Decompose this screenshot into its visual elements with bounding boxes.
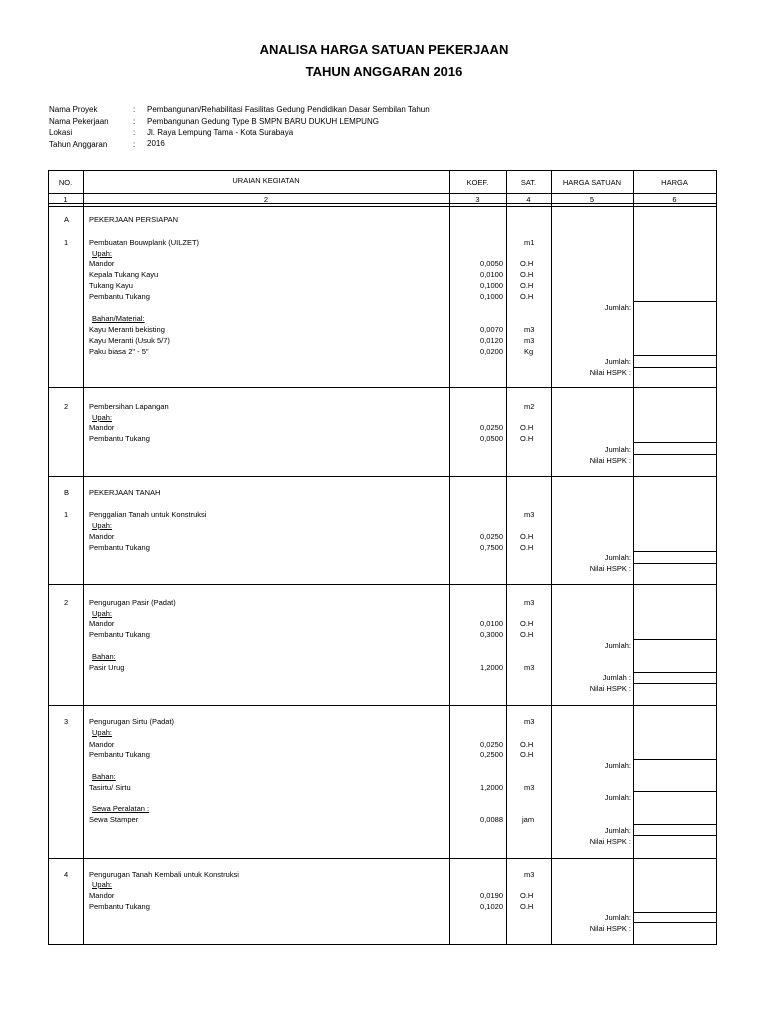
colnum: 3 xyxy=(475,195,480,204)
row-koef: 0,2500 xyxy=(480,750,503,759)
jumlah-label: Jumlah : xyxy=(602,673,631,682)
row-sat: O.H xyxy=(520,543,534,552)
info-label-tahun: Tahun Anggaran xyxy=(49,140,108,149)
item-divider xyxy=(48,584,716,585)
group-label-bahan: Bahan: xyxy=(92,772,116,781)
row-name: Kayu Meranti bekisting xyxy=(89,325,165,334)
row-name: Mandor xyxy=(89,259,115,268)
row-sat: m3 xyxy=(524,783,535,792)
info-value-proyek: Pembangunan/Rehabilitasi Fasilitas Gedung Pendidikan Dasar Sembilan Tahun xyxy=(147,105,430,114)
row-koef: 1,2000 xyxy=(480,663,503,672)
item-name: Pembuatan Bouwplank (UILZET) xyxy=(89,238,200,247)
jumlah-label: Jumlah: xyxy=(604,761,631,770)
body-col-line xyxy=(633,206,634,944)
sum-line xyxy=(633,442,716,443)
row-sat: O.H xyxy=(520,891,534,900)
row-name: Mandor xyxy=(89,532,115,541)
colnum: 5 xyxy=(589,195,595,204)
item-divider xyxy=(48,858,716,859)
jumlah-label: Jumlah: xyxy=(604,357,631,366)
item-no: 2 xyxy=(64,598,69,607)
item-name: Pengurugan Tanah Kembali untuk Konstruksi xyxy=(89,870,239,879)
row-name: Mandor xyxy=(89,891,115,900)
item-divider xyxy=(48,476,716,477)
jumlah-label: Jumlah: xyxy=(604,641,631,650)
colnum-divider-double xyxy=(48,206,716,207)
colnum: 1 xyxy=(63,195,68,204)
sum-line xyxy=(633,759,716,760)
sum-line xyxy=(633,355,716,356)
row-name: Pembantu Tukang xyxy=(89,292,150,301)
row-sat: O.H xyxy=(520,292,534,301)
page-title: ANALISA HARGA SATUAN PEKERJAAN xyxy=(259,42,509,57)
group-label-sewa: Sewa Peralatan : xyxy=(92,804,150,813)
row-name: Pembantu Tukang xyxy=(89,434,150,443)
nilai-hspk-label: Nilai HSPK : xyxy=(589,456,631,465)
item-unit: m3 xyxy=(524,598,535,607)
row-sat: O.H xyxy=(520,619,534,628)
info-colon: : xyxy=(133,117,136,126)
row-koef: 0,0250 xyxy=(480,740,503,749)
item-unit: m3 xyxy=(524,510,535,519)
row-name: Kepala Tukang Kayu xyxy=(89,270,159,279)
sum-line xyxy=(633,683,716,684)
header-divider xyxy=(48,193,716,194)
row-sat: O.H xyxy=(520,434,534,443)
row-name: Pembantu Tukang xyxy=(89,543,150,552)
sum-line xyxy=(633,639,716,640)
item-no: 1 xyxy=(64,238,69,247)
row-koef: 0,0070 xyxy=(480,325,503,334)
row-sat: O.H xyxy=(520,740,534,749)
row-sat: O.H xyxy=(520,270,534,279)
sum-line xyxy=(633,912,716,913)
group-label-upah: Upah: xyxy=(92,521,113,530)
body-col-line xyxy=(449,206,450,944)
row-name: Kayu Meranti (Usuk 5/7) xyxy=(89,336,170,345)
info-colon: : xyxy=(133,140,136,149)
row-sat: m3 xyxy=(524,336,535,345)
sum-line xyxy=(633,301,716,302)
row-sat: O.H xyxy=(520,423,534,432)
table-border-bottom xyxy=(48,944,716,945)
item-name: Penggalian Tanah untuk Konstruksi xyxy=(89,510,207,519)
item-unit: m1 xyxy=(524,238,535,247)
jumlah-label: Jumlah: xyxy=(604,913,631,922)
row-koef: 0,0100 xyxy=(480,270,503,279)
row-koef: 0,0190 xyxy=(480,891,503,900)
header-koef: KOEF. xyxy=(466,178,489,187)
row-koef: 0,0088 xyxy=(480,815,503,824)
sum-line xyxy=(633,835,716,836)
sum-line xyxy=(633,367,716,368)
group-label-upah: Upah: xyxy=(92,249,113,258)
row-name: Mandor xyxy=(89,740,115,749)
colnum: 4 xyxy=(526,195,531,204)
group-label-upah: Upah: xyxy=(92,880,113,889)
group-label-upah: Upah: xyxy=(92,413,113,422)
section-title: PEKERJAAN TANAH xyxy=(89,488,161,497)
info-label-pekerjaan: Nama Pekerjaan xyxy=(49,117,109,126)
jumlah-label: Jumlah: xyxy=(604,445,631,454)
info-colon: : xyxy=(133,105,136,114)
info-colon: : xyxy=(133,128,136,137)
sum-line xyxy=(633,922,716,923)
sum-line xyxy=(633,824,716,825)
item-no: 2 xyxy=(64,402,69,411)
header-sat: SAT. xyxy=(520,178,537,187)
sum-line xyxy=(633,551,716,552)
info-value-pekerjaan: Pembangunan Gedung Type B SMPN BARU DUKUH LEMPUNG xyxy=(147,117,379,126)
row-name: Sewa Stamper xyxy=(89,815,139,824)
info-label-lokasi: Lokasi xyxy=(49,128,73,137)
header-harga: HARGA xyxy=(661,178,688,187)
item-name: Pengurugan Pasir (Padat) xyxy=(89,598,176,607)
row-koef: 0,0100 xyxy=(480,619,503,628)
row-sat: jam xyxy=(522,815,535,824)
row-sat: O.H xyxy=(520,259,534,268)
row-koef: 0,1000 xyxy=(480,292,503,301)
item-divider xyxy=(48,705,716,706)
section-no: B xyxy=(64,488,70,497)
group-label-upah: Upah: xyxy=(92,609,113,618)
item-unit: m3 xyxy=(524,870,535,879)
item-name: Pengurugan Sirtu (Padat) xyxy=(89,717,175,726)
header-no: NO. xyxy=(58,178,73,187)
body-col-line xyxy=(506,206,507,944)
item-no: 4 xyxy=(64,870,69,879)
item-no: 3 xyxy=(64,717,69,726)
sum-line xyxy=(633,563,716,564)
group-label-bahan: Bahan: xyxy=(92,652,116,661)
table-border-top xyxy=(48,170,716,171)
jumlah-label: Jumlah: xyxy=(604,793,631,802)
header-harga-satuan: HARGA SATUAN xyxy=(562,178,622,187)
row-sat: O.H xyxy=(520,750,534,759)
nilai-hspk-label: Nilai HSPK : xyxy=(589,924,631,933)
row-name: Mandor xyxy=(89,423,115,432)
colnum: 6 xyxy=(672,195,677,204)
row-name: Tasirtu/ Sirtu xyxy=(89,783,131,792)
row-koef: 0,7500 xyxy=(480,543,503,552)
item-divider xyxy=(48,387,716,388)
row-sat: O.H xyxy=(520,281,534,290)
table-border-left xyxy=(48,170,49,945)
row-name: Pembantu Tukang xyxy=(89,902,150,911)
row-name: Mandor xyxy=(89,619,115,628)
item-unit: m2 xyxy=(524,402,535,411)
sum-line xyxy=(633,791,716,792)
row-koef: 0,0050 xyxy=(480,259,503,268)
row-koef: 1,2000 xyxy=(480,783,503,792)
info-value-lokasi: Jl. Raya Lempung Tama - Kota Surabaya xyxy=(147,128,294,137)
row-sat: O.H xyxy=(520,630,534,639)
info-value-tahun: 2016 xyxy=(147,139,165,148)
row-sat: Kg xyxy=(524,347,534,356)
row-koef: 0,1000 xyxy=(480,281,503,290)
row-koef: 0,0500 xyxy=(480,434,503,443)
jumlah-label: Jumlah: xyxy=(604,303,631,312)
colnum: 2 xyxy=(263,195,269,204)
row-name: Tukang Kayu xyxy=(89,281,133,290)
row-koef: 0,0120 xyxy=(480,336,503,345)
info-label-proyek: Nama Proyek xyxy=(49,105,98,114)
section-no: A xyxy=(64,215,70,224)
header-uraian: URAIAN KEGIATAN xyxy=(232,176,300,185)
sum-line xyxy=(633,454,716,455)
row-name: Pembantu Tukang xyxy=(89,750,150,759)
nilai-hspk-label: Nilai HSPK : xyxy=(589,684,631,693)
nilai-hspk-label: Nilai HSPK : xyxy=(589,564,631,573)
row-koef: 0,0250 xyxy=(480,532,503,541)
row-name: Paku biasa 2" - 5" xyxy=(89,347,149,356)
row-sat: m3 xyxy=(524,325,535,334)
page-subtitle: TAHUN ANGGARAN 2016 xyxy=(305,64,463,79)
body-col-line xyxy=(83,206,84,944)
nilai-hspk-label: Nilai HSPK : xyxy=(589,368,631,377)
row-sat: m3 xyxy=(524,663,535,672)
jumlah-label: Jumlah: xyxy=(604,826,631,835)
sum-line xyxy=(633,672,716,673)
group-label-bahan: Bahan/Material: xyxy=(92,314,145,323)
row-sat: O.H xyxy=(520,532,534,541)
item-no: 1 xyxy=(64,510,69,519)
nilai-hspk-label: Nilai HSPK : xyxy=(589,837,631,846)
jumlah-label: Jumlah: xyxy=(604,553,631,562)
row-koef: 0,1020 xyxy=(480,902,503,911)
table-border-right xyxy=(716,170,717,945)
row-koef: 0,0250 xyxy=(480,423,503,432)
item-unit: m3 xyxy=(524,717,535,726)
section-title: PEKERJAAN PERSIAPAN xyxy=(89,215,179,224)
item-name: Pembersihan Lapangan xyxy=(89,402,169,411)
group-label-upah: Upah: xyxy=(92,728,113,737)
row-name: Pasir Urug xyxy=(89,663,125,672)
row-koef: 0,0200 xyxy=(480,347,503,356)
row-sat: O.H xyxy=(520,902,534,911)
row-koef: 0,3000 xyxy=(480,630,503,639)
row-name: Pembantu Tukang xyxy=(89,630,150,639)
